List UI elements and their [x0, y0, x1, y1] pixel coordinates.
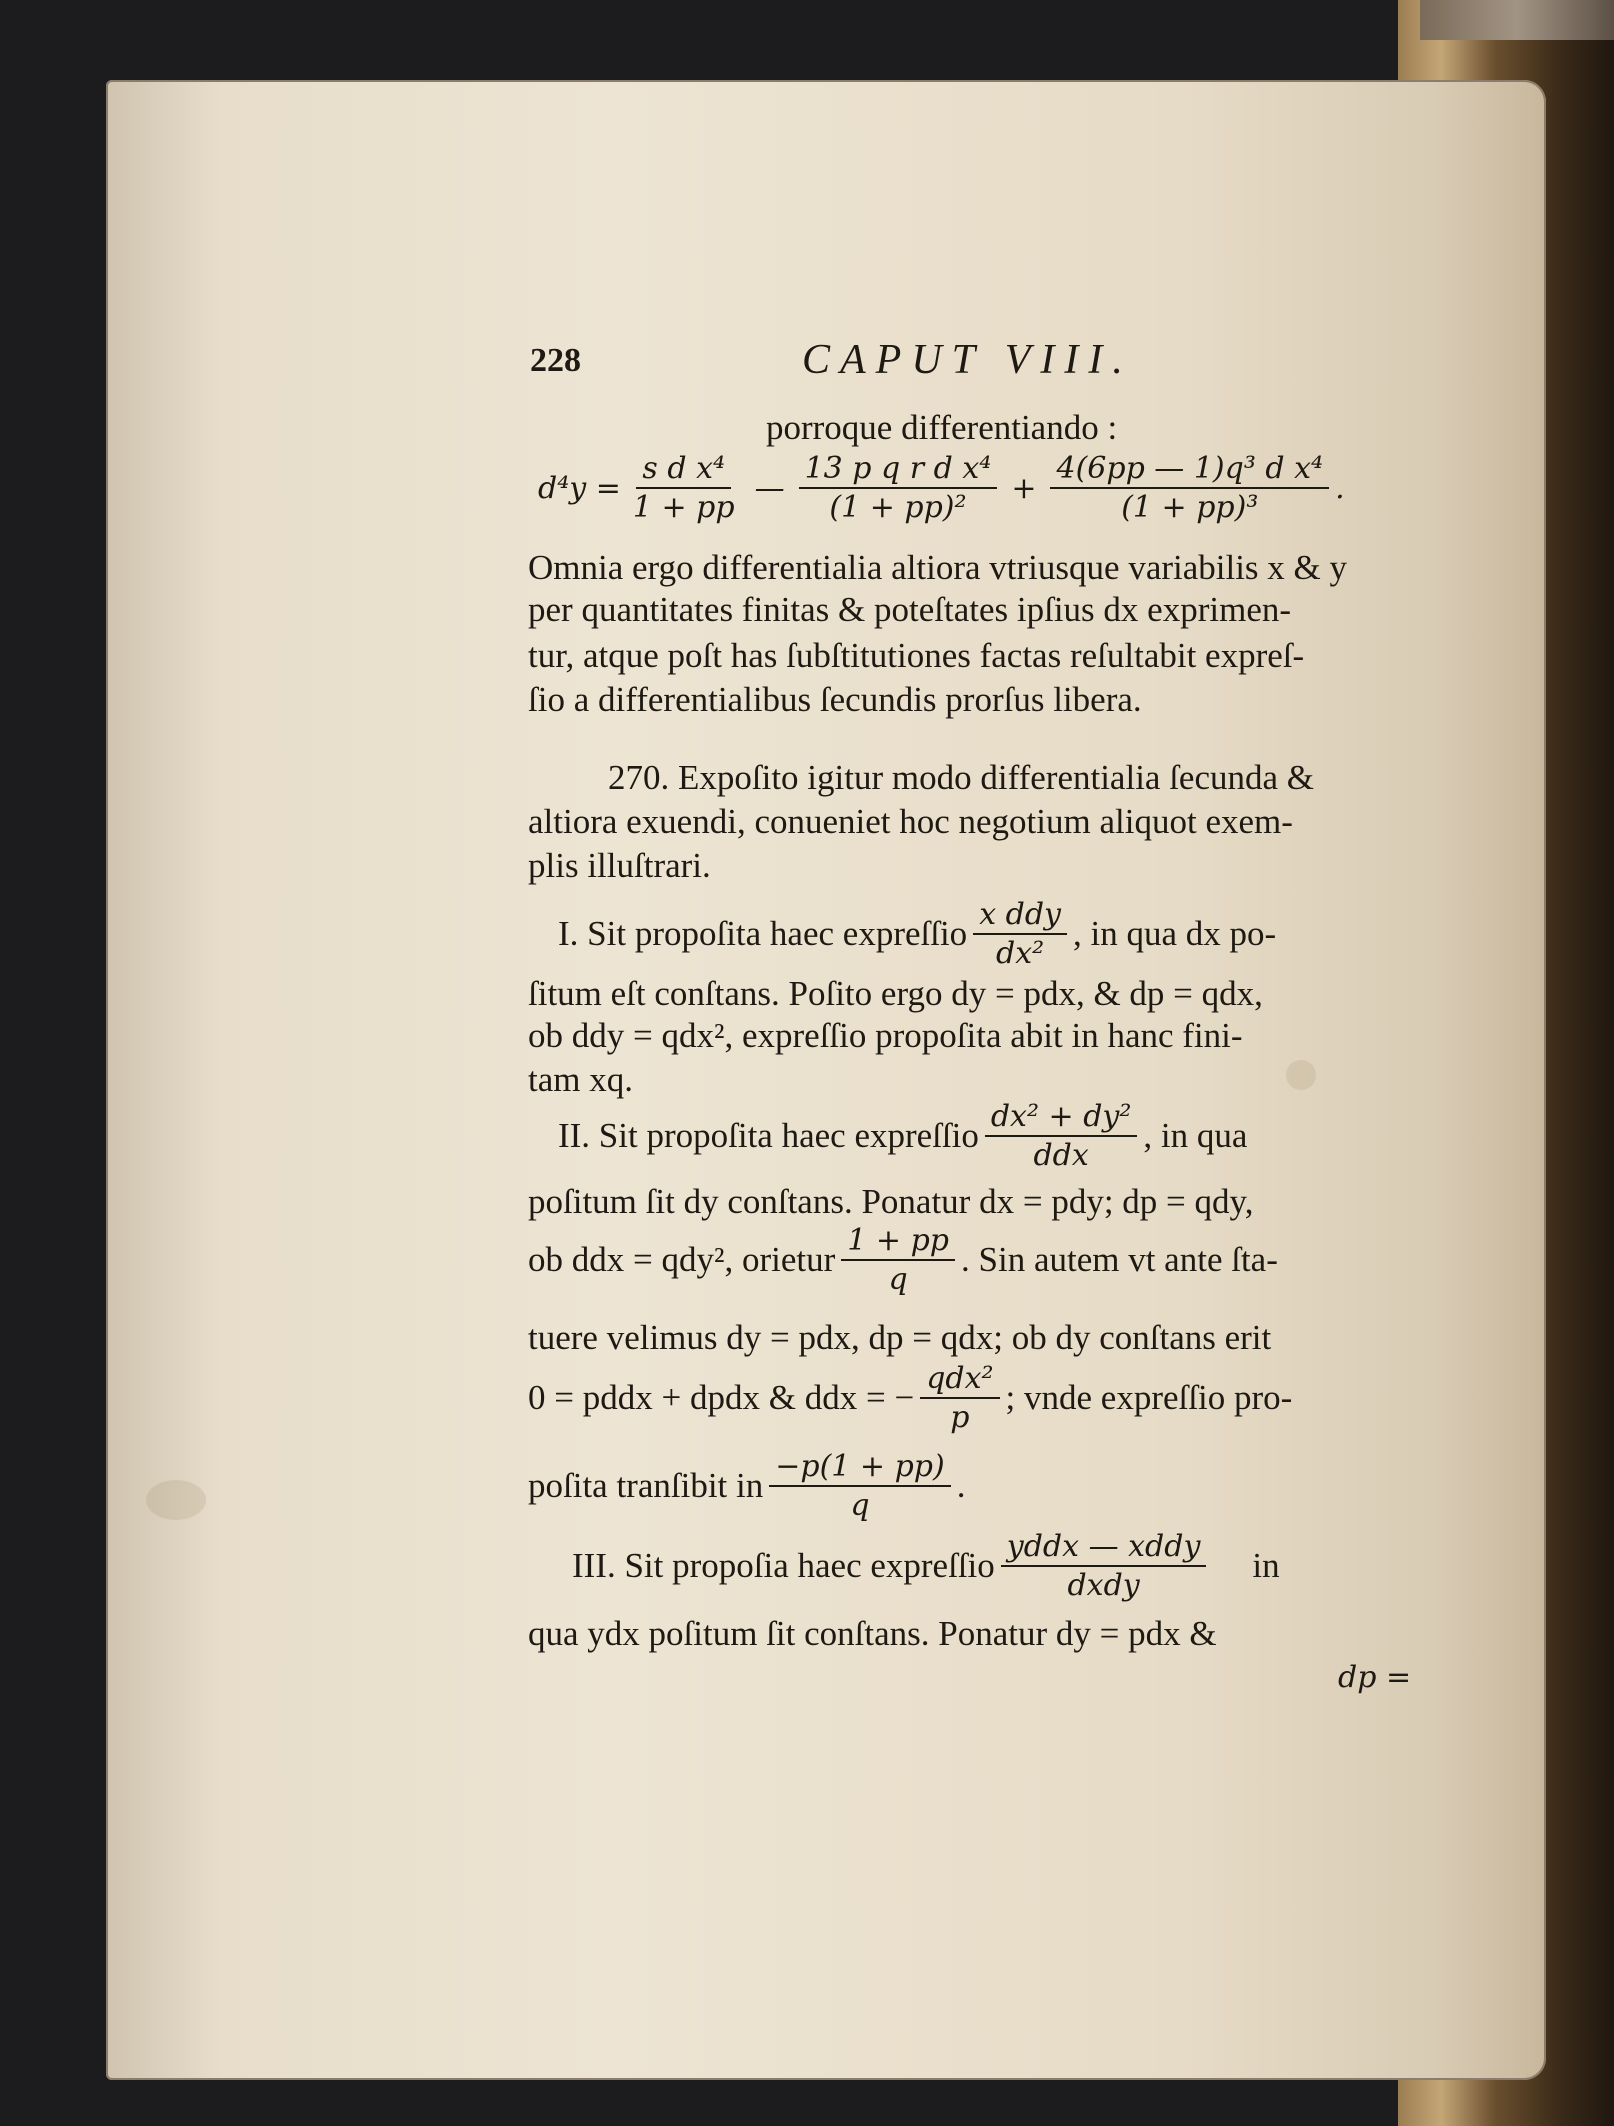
catchword: dp = [1338, 1660, 1412, 1695]
paper-stain [1286, 1060, 1316, 1090]
formula-term-2-denominator: (1 + pp)² [829, 490, 967, 525]
formula-term-3 [1050, 452, 1329, 524]
example-2-line-2: poſitum ſit dy conſtans. Ponatur dx = pdy; dp = qdy, [528, 1182, 1254, 1221]
example-2-line-6-lead: poſita tranſibit in [528, 1466, 764, 1505]
example-2-line-5-numerator: qdx² [920, 1362, 999, 1399]
para1-line-1: Omnia ergo differentialia altiora vtriusque variabilis x & y [528, 548, 1348, 587]
running-head: CAPUT VIII. [802, 337, 1133, 383]
para2-line-3: plis illuſtrari. [528, 846, 711, 885]
example-2-line-3 [528, 1224, 1278, 1296]
example-2-line-3-fraction [841, 1224, 955, 1296]
example-2-tail: , in qua [1143, 1116, 1248, 1155]
display-formula [538, 452, 1345, 524]
formula-lhs: d⁴y = [538, 470, 621, 506]
example-1-line-2: ſitum eſt conſtans. Poſito ergo dy = pdx, & dp = qdx, [528, 974, 1263, 1013]
example-2-heading [558, 1100, 1247, 1172]
example-2-lead: II. Sit propoſita haec expreſſio [558, 1116, 979, 1155]
example-2-line-6 [528, 1450, 965, 1522]
example-2-line-3-denominator: q [888, 1262, 908, 1297]
example-2-line-3-tail: . Sin autem vt ante ſta- [961, 1240, 1278, 1279]
formula-term-1-denominator: 1 + pp [632, 490, 735, 525]
example-2-line-5-lead: 0 = pddx + dpdx & ddx = − [528, 1378, 915, 1417]
example-3-heading [572, 1530, 1280, 1602]
example-2-line-4: tuere velimus dy = pdx, dp = qdx; ob dy conſtans erit [528, 1318, 1272, 1357]
example-3-tail: in [1252, 1546, 1280, 1585]
example-1-heading [558, 898, 1276, 970]
example-2-line-6-numerator: −p(1 + pp) [769, 1450, 950, 1487]
example-2-line-3-lead: ob ddx = qdy², orietur [528, 1240, 836, 1279]
example-2-line-6-tail: . [956, 1466, 966, 1505]
formula-minus: — [754, 470, 785, 506]
example-1-fraction-numerator: x ddy [973, 898, 1067, 935]
example-3-fraction [1001, 1530, 1207, 1602]
intro-line: porroque differentiando : [766, 408, 1118, 447]
formula-term-3-numerator: 4(6pp — 1)q³ d x⁴ [1050, 452, 1329, 489]
example-2-line-6-fraction [769, 1450, 950, 1522]
para1-line-3: tur, atque poſt has ſubſtitutiones factas reſultabit expreſ- [528, 636, 1305, 675]
para2-line-2: altiora exuendi, conueniet hoc negotium aliquot exem- [528, 802, 1293, 841]
example-2-line-6-denominator: q [850, 1488, 870, 1523]
formula-term-3-denominator: (1 + pp)³ [1121, 490, 1259, 525]
formula-term-1-numerator: s d x⁴ [636, 452, 731, 489]
formula-term-2-numerator: 13 p q r d x⁴ [799, 452, 998, 489]
formula-term-1 [627, 452, 741, 524]
example-2-line-5-denominator: p [950, 1400, 970, 1435]
paper-stain [146, 1480, 206, 1520]
example-1-fraction-denominator: dx² [996, 936, 1045, 971]
example-2-line-5-tail: ; vnde expreſſio pro- [1005, 1378, 1293, 1417]
example-3-fraction-denominator: dxdy [1067, 1568, 1140, 1603]
example-2-line-5-fraction [920, 1362, 999, 1434]
example-2-fraction-denominator: ddx [1033, 1138, 1089, 1173]
example-2-fraction [985, 1100, 1138, 1172]
formula-plus: + [1011, 470, 1037, 506]
example-1-fraction [973, 898, 1067, 970]
example-1-tail: , in qua dx po- [1073, 914, 1277, 953]
para2-line-1: 270. Expoſito igitur modo differentialia ſecunda & [608, 758, 1314, 797]
example-1-line-4: tam xq. [528, 1060, 633, 1099]
example-1-lead: I. Sit propoſita haec expreſſio [558, 914, 968, 953]
example-2-line-5 [528, 1362, 1292, 1434]
example-3-lead: III. Sit propoſia haec expreſſio [572, 1546, 995, 1585]
example-2-line-3-numerator: 1 + pp [841, 1224, 955, 1261]
example-1-line-3: ob ddy = qdx², expreſſio propoſita abit in hanc fini- [528, 1016, 1243, 1055]
page-number: 228 [530, 342, 581, 379]
book-cover-top [1420, 0, 1614, 40]
example-2-fraction-numerator: dx² + dy² [985, 1100, 1138, 1137]
para1-line-4: ſio a differentialibus ſecundis prorſus libera. [528, 680, 1142, 719]
formula-term-2 [799, 452, 998, 524]
formula-period: . [1335, 470, 1345, 506]
example-3-line-2: qua ydx poſitum ſit conſtans. Ponatur dy = pdx & [528, 1614, 1217, 1653]
example-3-fraction-numerator: yddx — xddy [1001, 1530, 1207, 1567]
para1-line-2: per quantitates finitas & poteſtates ipſius dx exprimen- [528, 590, 1292, 629]
